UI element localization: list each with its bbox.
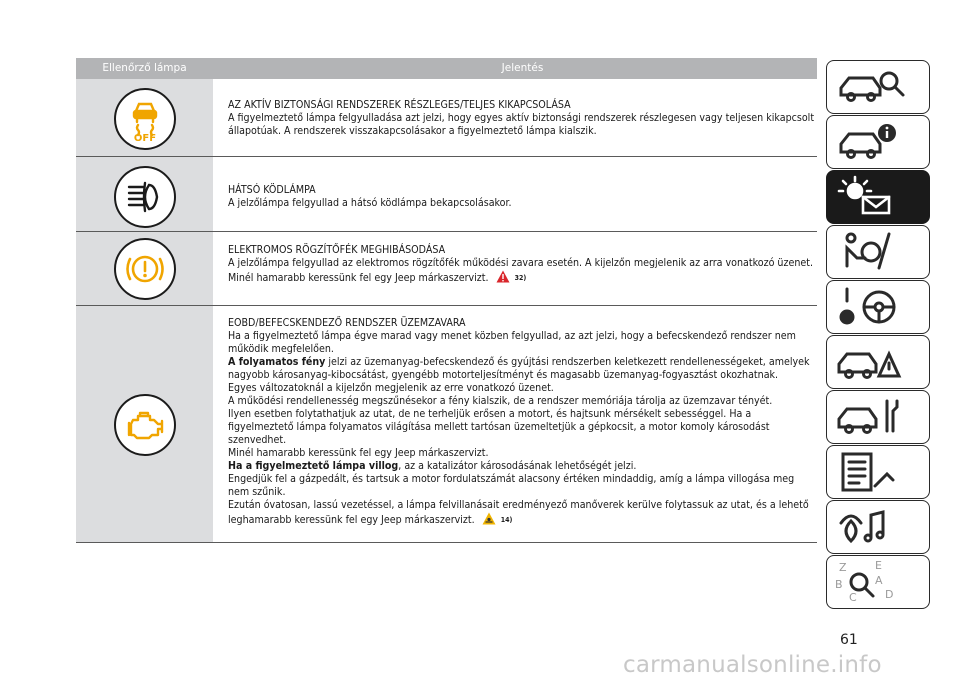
row-title: HÁTSÓ KÖDLÁMPA <box>228 184 316 196</box>
row-title: AZ AKTÍV BIZTONSÁGI RENDSZEREK RÉSZLEGES/TELJES KIKAPCSOLÁSA <box>228 99 571 111</box>
alphabetical-index-icon <box>827 556 928 607</box>
emergency-icon <box>827 336 928 387</box>
header-lamp: Ellenőrző lámpa <box>102 62 187 74</box>
table-header <box>76 58 817 79</box>
reference-number: 14) <box>500 516 513 524</box>
tab-starting-driving[interactable] <box>826 280 930 334</box>
technical-data-icon <box>827 446 928 497</box>
airbag-safety-icon <box>827 226 928 277</box>
warning-lights-table <box>76 58 817 543</box>
electric-parking-brake-fault-icon <box>114 238 176 300</box>
svg-text:B: B <box>835 578 843 591</box>
car-search-icon <box>827 61 928 112</box>
tab-technical-data[interactable] <box>826 445 930 499</box>
engine-check-icon <box>114 394 176 456</box>
tab-maintenance[interactable] <box>826 390 930 444</box>
row-body: A jelzőlámpa felgyullad az elektromos rögzítőfék működési zavara esetén. A kijelzőn megjelenik az arra vonatkozó üzenet. Minél hamarabb keressünk fel egy Jeep márkaszervizt. <box>228 257 814 284</box>
warning-light-message-icon <box>827 171 928 222</box>
multimedia-icon <box>827 501 928 552</box>
row-body: A jelzőlámpa felgyullad a hátsó ködlámpa bekapcsolásakor. <box>228 197 512 209</box>
row-title: EOBD/BEFECSKENDEZŐ RENDSZER ÜZEMZAVARA <box>228 317 466 329</box>
row-body: A figyelmeztető lámpa felgyulladása azt jelzi, hogy egyes aktív biztonsági rendszerek részlegesen vagy teljesen kikapcsolt állapotúak. A rendszerek visszakapcsolásakor a figyelmeztető lámpa kialszik. <box>228 112 815 137</box>
car-info-icon <box>827 116 928 167</box>
tab-car-info[interactable] <box>826 115 930 169</box>
starting-driving-icon <box>827 281 928 332</box>
tab-multimedia[interactable] <box>826 500 930 554</box>
svg-text:E: E <box>875 559 882 572</box>
tab-alphabetical-index[interactable] <box>826 555 930 609</box>
tab-car-search[interactable] <box>826 60 930 114</box>
page-number: 61 <box>840 632 858 648</box>
caution-triangle-icon <box>482 512 496 525</box>
watermark: carmanualsonline.info <box>623 652 882 678</box>
rear-fog-lamp-icon <box>114 166 176 228</box>
table-row <box>76 79 817 157</box>
svg-text:A: A <box>875 574 883 587</box>
svg-text:Z: Z <box>839 561 847 574</box>
svg-text:C: C <box>849 591 857 604</box>
svg-text:D: D <box>885 588 894 601</box>
tab-safety[interactable] <box>826 225 930 279</box>
tab-warning-lights[interactable] <box>826 170 930 224</box>
warning-triangle-icon <box>496 270 510 283</box>
svg-text:OFF: OFF <box>133 133 157 144</box>
table-row: EOBD/BEFECSKENDEZŐ RENDSZER ÜZEMZAVARA Ha a figyelmeztető lámpa égve marad vagy menet közben felgyullad, az azt jelzi, hogy a befecskendező rendszer nem működik megfelelően. A folyamatos fény jelzi az üzemanyag-befecskendező és gyújtási rendszerben keletkezett rendellenességeket, amelyek nagyobb károsanyag-kibocsátást, gyengébb motorteljesítményt és magasabb üzemanyag-fogyasztást okozhatnak. Egyes változatoknál a kijelzőn megjelenik az erre vonatkozó üzenet. A működési rendellenesség megszűnésekor a fény kialszik, de a rendszer memóriája tárolja az üzemzavar tényét. Ilyen esetben folytathatjuk az utat, de ne terheljük erősen a motort, és hajtsunk mérsékelt sebességgel. Ha a figyelmeztető lámpa folyamatos világítása mellett tartósan üzemeltetjük a gépkocsit, a motor komoly károsodást szenvedhet. Minél hamarabb keressünk fel egy Jeep márkaszervizt. Ha a figyelmeztető lámpa villog, az a katalizátor károsodásának lehetőségét jelzi. Engedjük fel a gázpedált, és tartsuk a motor fordulatszámát alacsony értéken mindaddig, amíg a lámpa villogása meg nem szűnik. Ezután óvatosan, lassú vezetéssel, a lámpa felvillanásait eredményező manőverek kerülve folytassuk az utat, és a lehető leghamarabb keressünk fel egy Jeep márkaszervizt. 14) <box>76 306 817 543</box>
table-row <box>76 157 817 232</box>
row-title: ELEKTROMOS RÖGZÍTŐFÉK MEGHIBÁSODÁSA <box>228 244 446 256</box>
active-safety-off-icon <box>114 88 176 150</box>
reference-number: 32) <box>514 274 527 282</box>
table-row <box>76 232 817 306</box>
car-maintenance-icon <box>827 391 928 442</box>
header-meaning: Jelentés <box>501 62 544 74</box>
tab-emergency[interactable] <box>826 335 930 389</box>
